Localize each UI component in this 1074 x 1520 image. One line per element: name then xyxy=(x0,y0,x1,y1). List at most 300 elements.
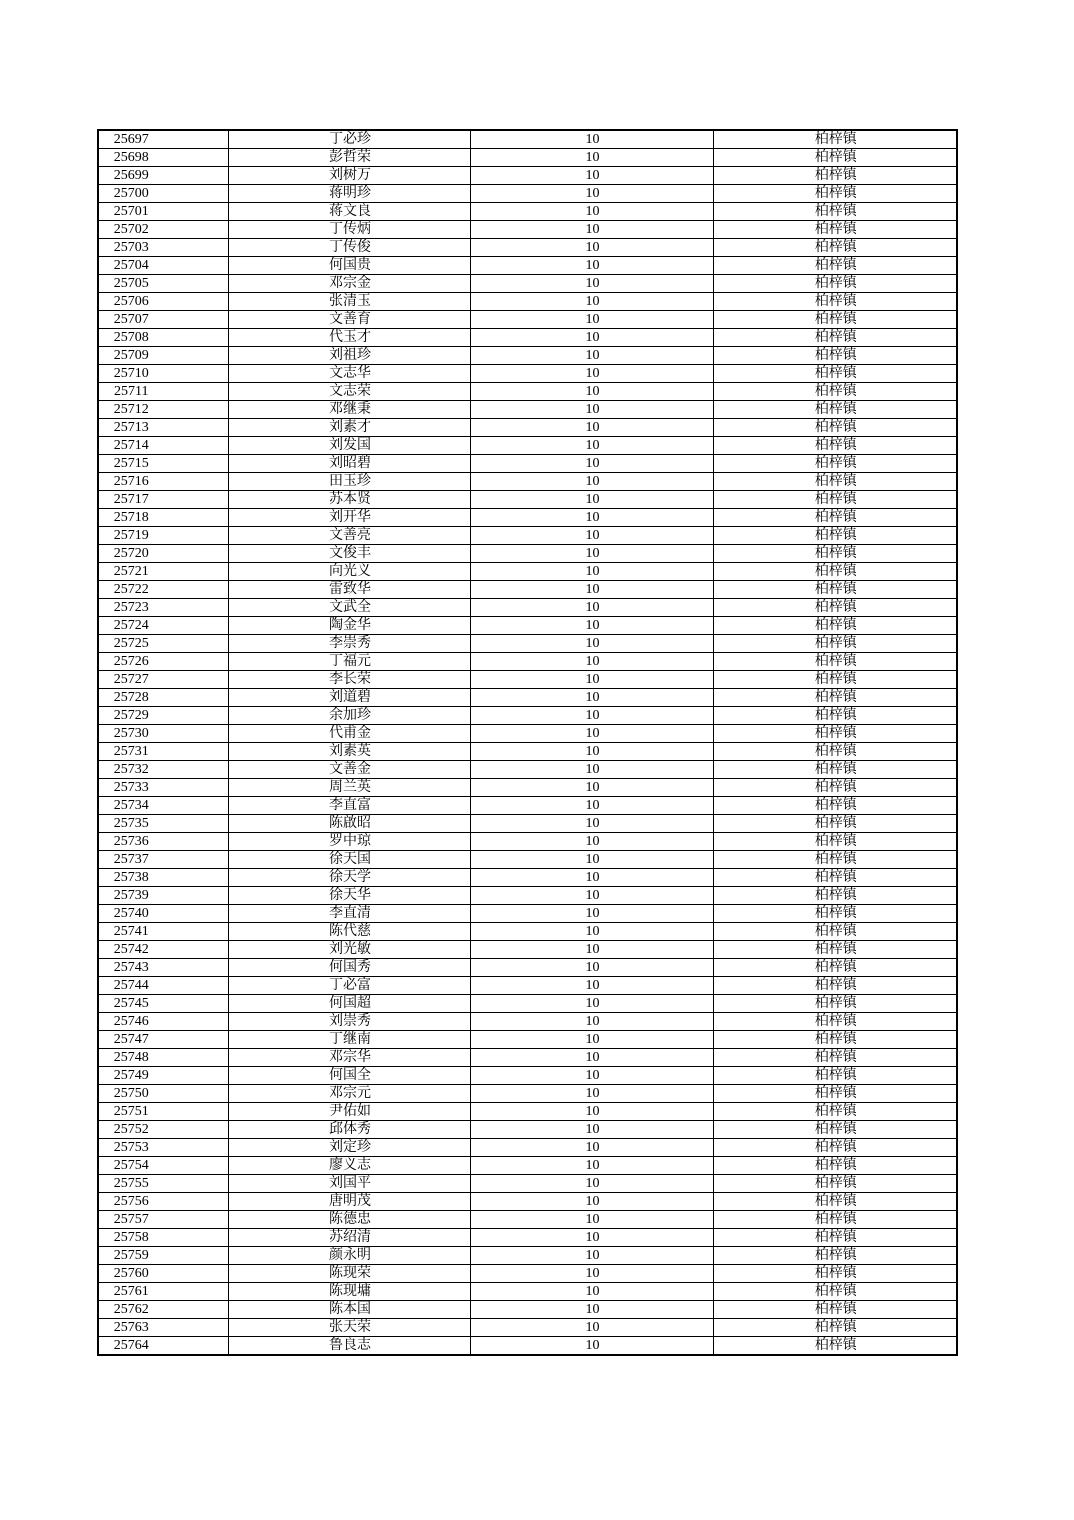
amount-cell: 10 xyxy=(470,743,713,761)
town-cell: 柏梓镇 xyxy=(713,1265,957,1283)
name-cell: 苏本贤 xyxy=(228,491,470,509)
amount-cell: 10 xyxy=(470,329,713,347)
amount-cell: 10 xyxy=(470,239,713,257)
amount-cell: 10 xyxy=(470,869,713,887)
table-row xyxy=(98,995,957,1013)
town-cell: 柏梓镇 xyxy=(713,275,957,293)
amount-cell: 10 xyxy=(470,275,713,293)
table-row xyxy=(98,1157,957,1175)
table-row xyxy=(98,833,957,851)
table-row xyxy=(98,797,957,815)
amount-cell: 10 xyxy=(470,725,713,743)
table-row xyxy=(98,653,957,671)
table-row xyxy=(98,941,957,959)
table-row xyxy=(98,1049,957,1067)
amount-cell: 10 xyxy=(470,437,713,455)
name-cell: 徐天学 xyxy=(228,869,470,887)
table-row xyxy=(98,149,957,167)
amount-cell: 10 xyxy=(470,473,713,491)
name-cell: 邓宗元 xyxy=(228,1085,470,1103)
name-cell: 张天荣 xyxy=(228,1319,470,1337)
row-id-cell: 25715 xyxy=(98,455,228,473)
amount-cell: 10 xyxy=(470,617,713,635)
amount-cell: 10 xyxy=(470,401,713,419)
name-cell: 丁必富 xyxy=(228,977,470,995)
name-cell: 陈本国 xyxy=(228,1301,470,1319)
row-id-cell: 25738 xyxy=(98,869,228,887)
amount-cell: 10 xyxy=(470,815,713,833)
name-cell: 文志华 xyxy=(228,365,470,383)
town-cell: 柏梓镇 xyxy=(713,383,957,401)
town-cell: 柏梓镇 xyxy=(713,239,957,257)
town-cell: 柏梓镇 xyxy=(713,167,957,185)
table-row xyxy=(98,851,957,869)
name-cell: 李长荣 xyxy=(228,671,470,689)
town-cell: 柏梓镇 xyxy=(713,671,957,689)
town-cell: 柏梓镇 xyxy=(713,689,957,707)
table-row xyxy=(98,887,957,905)
name-cell: 罗中琼 xyxy=(228,833,470,851)
town-cell: 柏梓镇 xyxy=(713,1319,957,1337)
name-cell: 邓宗华 xyxy=(228,1049,470,1067)
row-id-cell: 25720 xyxy=(98,545,228,563)
table-row xyxy=(98,1013,957,1031)
town-cell: 柏梓镇 xyxy=(713,1121,957,1139)
name-cell: 邓宗金 xyxy=(228,275,470,293)
name-cell: 周兰英 xyxy=(228,779,470,797)
row-id-cell: 25755 xyxy=(98,1175,228,1193)
town-cell: 柏梓镇 xyxy=(713,599,957,617)
row-id-cell: 25750 xyxy=(98,1085,228,1103)
table-row xyxy=(98,1067,957,1085)
table-row xyxy=(98,239,957,257)
town-cell: 柏梓镇 xyxy=(713,1283,957,1301)
amount-cell: 10 xyxy=(470,167,713,185)
amount-cell: 10 xyxy=(470,1085,713,1103)
row-id-cell: 25728 xyxy=(98,689,228,707)
name-cell: 向光义 xyxy=(228,563,470,581)
amount-cell: 10 xyxy=(470,563,713,581)
name-cell: 何国全 xyxy=(228,1067,470,1085)
town-cell: 柏梓镇 xyxy=(713,491,957,509)
row-id-cell: 25748 xyxy=(98,1049,228,1067)
name-cell: 丁必珍 xyxy=(228,130,470,149)
row-id-cell: 25716 xyxy=(98,473,228,491)
town-cell: 柏梓镇 xyxy=(713,833,957,851)
table-row xyxy=(98,977,957,995)
row-id-cell: 25759 xyxy=(98,1247,228,1265)
name-cell: 余加珍 xyxy=(228,707,470,725)
name-cell: 刘光敏 xyxy=(228,941,470,959)
table-row xyxy=(98,1319,957,1337)
town-cell: 柏梓镇 xyxy=(713,1229,957,1247)
name-cell: 刘定珍 xyxy=(228,1139,470,1157)
row-id-cell: 25700 xyxy=(98,185,228,203)
amount-cell: 10 xyxy=(470,365,713,383)
table-row xyxy=(98,130,957,149)
amount-cell: 10 xyxy=(470,599,713,617)
amount-cell: 10 xyxy=(470,1013,713,1031)
table-row xyxy=(98,1211,957,1229)
town-cell: 柏梓镇 xyxy=(713,761,957,779)
table-row xyxy=(98,1085,957,1103)
table-row xyxy=(98,923,957,941)
amount-cell: 10 xyxy=(470,671,713,689)
row-id-cell: 25718 xyxy=(98,509,228,527)
table-row xyxy=(98,1247,957,1265)
table-row xyxy=(98,743,957,761)
table-row xyxy=(98,185,957,203)
town-cell: 柏梓镇 xyxy=(713,347,957,365)
town-cell: 柏梓镇 xyxy=(713,257,957,275)
amount-cell: 10 xyxy=(470,905,713,923)
table-row xyxy=(98,1265,957,1283)
town-cell: 柏梓镇 xyxy=(713,1247,957,1265)
name-cell: 丁福元 xyxy=(228,653,470,671)
town-cell: 柏梓镇 xyxy=(713,1067,957,1085)
town-cell: 柏梓镇 xyxy=(713,185,957,203)
amount-cell: 10 xyxy=(470,1283,713,1301)
table-row xyxy=(98,1283,957,1301)
amount-cell: 10 xyxy=(470,545,713,563)
town-cell: 柏梓镇 xyxy=(713,1139,957,1157)
name-cell: 徐天国 xyxy=(228,851,470,869)
name-cell: 刘祖珍 xyxy=(228,347,470,365)
row-id-cell: 25745 xyxy=(98,995,228,1013)
row-id-cell: 25739 xyxy=(98,887,228,905)
amount-cell: 10 xyxy=(470,1049,713,1067)
town-cell: 柏梓镇 xyxy=(713,977,957,995)
row-id-cell: 25746 xyxy=(98,1013,228,1031)
name-cell: 文善育 xyxy=(228,311,470,329)
name-cell: 陈啟昭 xyxy=(228,815,470,833)
town-cell: 柏梓镇 xyxy=(713,1103,957,1121)
row-id-cell: 25741 xyxy=(98,923,228,941)
row-id-cell: 25726 xyxy=(98,653,228,671)
table-row xyxy=(98,617,957,635)
town-cell: 柏梓镇 xyxy=(713,653,957,671)
row-id-cell: 25706 xyxy=(98,293,228,311)
name-cell: 李崇秀 xyxy=(228,635,470,653)
town-cell: 柏梓镇 xyxy=(713,1013,957,1031)
roster-table xyxy=(97,129,958,1356)
town-cell: 柏梓镇 xyxy=(713,365,957,383)
town-cell: 柏梓镇 xyxy=(713,887,957,905)
row-id-cell: 25758 xyxy=(98,1229,228,1247)
row-id-cell: 25752 xyxy=(98,1121,228,1139)
row-id-cell: 25717 xyxy=(98,491,228,509)
amount-cell: 10 xyxy=(470,653,713,671)
name-cell: 陈德忠 xyxy=(228,1211,470,1229)
amount-cell: 10 xyxy=(470,1319,713,1337)
name-cell: 刘崇秀 xyxy=(228,1013,470,1031)
town-cell: 柏梓镇 xyxy=(713,203,957,221)
name-cell: 田玉珍 xyxy=(228,473,470,491)
row-id-cell: 25722 xyxy=(98,581,228,599)
amount-cell: 10 xyxy=(470,455,713,473)
town-cell: 柏梓镇 xyxy=(713,581,957,599)
table-row xyxy=(98,869,957,887)
amount-cell: 10 xyxy=(470,509,713,527)
table-row xyxy=(98,545,957,563)
amount-cell: 10 xyxy=(470,527,713,545)
row-id-cell: 25704 xyxy=(98,257,228,275)
town-cell: 柏梓镇 xyxy=(713,419,957,437)
name-cell: 刘素才 xyxy=(228,419,470,437)
table-row xyxy=(98,1121,957,1139)
name-cell: 丁传炳 xyxy=(228,221,470,239)
row-id-cell: 25743 xyxy=(98,959,228,977)
row-id-cell: 25712 xyxy=(98,401,228,419)
town-cell: 柏梓镇 xyxy=(713,473,957,491)
row-id-cell: 25735 xyxy=(98,815,228,833)
name-cell: 刘道碧 xyxy=(228,689,470,707)
row-id-cell: 25764 xyxy=(98,1337,228,1356)
roster-table-body xyxy=(98,130,957,1355)
amount-cell: 10 xyxy=(470,1337,713,1356)
row-id-cell: 25749 xyxy=(98,1067,228,1085)
town-cell: 柏梓镇 xyxy=(713,563,957,581)
row-id-cell: 25737 xyxy=(98,851,228,869)
name-cell: 丁传俊 xyxy=(228,239,470,257)
row-id-cell: 25703 xyxy=(98,239,228,257)
name-cell: 颜永明 xyxy=(228,1247,470,1265)
amount-cell: 10 xyxy=(470,1139,713,1157)
town-cell: 柏梓镇 xyxy=(713,149,957,167)
amount-cell: 10 xyxy=(470,491,713,509)
name-cell: 陈现墉 xyxy=(228,1283,470,1301)
table-row xyxy=(98,1103,957,1121)
amount-cell: 10 xyxy=(470,833,713,851)
name-cell: 刘素英 xyxy=(228,743,470,761)
row-id-cell: 25742 xyxy=(98,941,228,959)
table-row xyxy=(98,1175,957,1193)
table-row xyxy=(98,725,957,743)
row-id-cell: 25699 xyxy=(98,167,228,185)
amount-cell: 10 xyxy=(470,761,713,779)
row-id-cell: 25705 xyxy=(98,275,228,293)
row-id-cell: 25708 xyxy=(98,329,228,347)
amount-cell: 10 xyxy=(470,1175,713,1193)
name-cell: 徐天华 xyxy=(228,887,470,905)
town-cell: 柏梓镇 xyxy=(713,905,957,923)
table-row xyxy=(98,329,957,347)
row-id-cell: 25727 xyxy=(98,671,228,689)
table-row xyxy=(98,563,957,581)
town-cell: 柏梓镇 xyxy=(713,1175,957,1193)
table-row xyxy=(98,1139,957,1157)
table-row xyxy=(98,599,957,617)
town-cell: 柏梓镇 xyxy=(713,797,957,815)
amount-cell: 10 xyxy=(470,311,713,329)
name-cell: 何国超 xyxy=(228,995,470,1013)
town-cell: 柏梓镇 xyxy=(713,293,957,311)
name-cell: 代玉才 xyxy=(228,329,470,347)
row-id-cell: 25756 xyxy=(98,1193,228,1211)
town-cell: 柏梓镇 xyxy=(713,437,957,455)
table-row xyxy=(98,1193,957,1211)
table-row xyxy=(98,365,957,383)
town-cell: 柏梓镇 xyxy=(713,923,957,941)
row-id-cell: 25713 xyxy=(98,419,228,437)
name-cell: 雷致华 xyxy=(228,581,470,599)
town-cell: 柏梓镇 xyxy=(713,779,957,797)
row-id-cell: 25714 xyxy=(98,437,228,455)
town-cell: 柏梓镇 xyxy=(713,1085,957,1103)
amount-cell: 10 xyxy=(470,293,713,311)
amount-cell: 10 xyxy=(470,203,713,221)
town-cell: 柏梓镇 xyxy=(713,941,957,959)
name-cell: 刘昭碧 xyxy=(228,455,470,473)
table-row xyxy=(98,671,957,689)
town-cell: 柏梓镇 xyxy=(713,869,957,887)
row-id-cell: 25698 xyxy=(98,149,228,167)
table-row xyxy=(98,509,957,527)
row-id-cell: 25747 xyxy=(98,1031,228,1049)
town-cell: 柏梓镇 xyxy=(713,815,957,833)
row-id-cell: 25711 xyxy=(98,383,228,401)
amount-cell: 10 xyxy=(470,941,713,959)
amount-cell: 10 xyxy=(470,689,713,707)
row-id-cell: 25757 xyxy=(98,1211,228,1229)
name-cell: 何国秀 xyxy=(228,959,470,977)
town-cell: 柏梓镇 xyxy=(713,995,957,1013)
town-cell: 柏梓镇 xyxy=(713,401,957,419)
table-row xyxy=(98,527,957,545)
town-cell: 柏梓镇 xyxy=(713,329,957,347)
name-cell: 鲁良志 xyxy=(228,1337,470,1356)
name-cell: 文善金 xyxy=(228,761,470,779)
table-row xyxy=(98,221,957,239)
table-row xyxy=(98,437,957,455)
name-cell: 苏绍清 xyxy=(228,1229,470,1247)
town-cell: 柏梓镇 xyxy=(713,743,957,761)
town-cell: 柏梓镇 xyxy=(713,311,957,329)
amount-cell: 10 xyxy=(470,581,713,599)
amount-cell: 10 xyxy=(470,185,713,203)
name-cell: 文志荣 xyxy=(228,383,470,401)
amount-cell: 10 xyxy=(470,1247,713,1265)
amount-cell: 10 xyxy=(470,1121,713,1139)
amount-cell: 10 xyxy=(470,221,713,239)
name-cell: 刘树万 xyxy=(228,167,470,185)
name-cell: 陶金华 xyxy=(228,617,470,635)
amount-cell: 10 xyxy=(470,995,713,1013)
row-id-cell: 25760 xyxy=(98,1265,228,1283)
table-row xyxy=(98,635,957,653)
amount-cell: 10 xyxy=(470,1103,713,1121)
amount-cell: 10 xyxy=(470,707,713,725)
row-id-cell: 25734 xyxy=(98,797,228,815)
row-id-cell: 25732 xyxy=(98,761,228,779)
row-id-cell: 25731 xyxy=(98,743,228,761)
row-id-cell: 25724 xyxy=(98,617,228,635)
table-row xyxy=(98,707,957,725)
amount-cell: 10 xyxy=(470,887,713,905)
row-id-cell: 25730 xyxy=(98,725,228,743)
amount-cell: 10 xyxy=(470,1031,713,1049)
town-cell: 柏梓镇 xyxy=(713,1031,957,1049)
table-row xyxy=(98,419,957,437)
table-row xyxy=(98,581,957,599)
row-id-cell: 25697 xyxy=(98,130,228,149)
amount-cell: 10 xyxy=(470,257,713,275)
table-row xyxy=(98,167,957,185)
table-row xyxy=(98,779,957,797)
table-row xyxy=(98,905,957,923)
town-cell: 柏梓镇 xyxy=(713,635,957,653)
row-id-cell: 25710 xyxy=(98,365,228,383)
name-cell: 陈代慈 xyxy=(228,923,470,941)
name-cell: 何国贵 xyxy=(228,257,470,275)
row-id-cell: 25723 xyxy=(98,599,228,617)
row-id-cell: 25721 xyxy=(98,563,228,581)
town-cell: 柏梓镇 xyxy=(713,617,957,635)
table-row xyxy=(98,1301,957,1319)
row-id-cell: 25762 xyxy=(98,1301,228,1319)
row-id-cell: 25729 xyxy=(98,707,228,725)
name-cell: 唐明茂 xyxy=(228,1193,470,1211)
town-cell: 柏梓镇 xyxy=(713,509,957,527)
name-cell: 文武全 xyxy=(228,599,470,617)
amount-cell: 10 xyxy=(470,149,713,167)
name-cell: 陈现荣 xyxy=(228,1265,470,1283)
town-cell: 柏梓镇 xyxy=(713,545,957,563)
town-cell: 柏梓镇 xyxy=(713,455,957,473)
name-cell: 蒋文良 xyxy=(228,203,470,221)
town-cell: 柏梓镇 xyxy=(713,851,957,869)
table-row xyxy=(98,311,957,329)
row-id-cell: 25733 xyxy=(98,779,228,797)
name-cell: 文善亮 xyxy=(228,527,470,545)
table-row xyxy=(98,383,957,401)
table-row xyxy=(98,473,957,491)
row-id-cell: 25744 xyxy=(98,977,228,995)
row-id-cell: 25761 xyxy=(98,1283,228,1301)
amount-cell: 10 xyxy=(470,419,713,437)
table-row xyxy=(98,293,957,311)
amount-cell: 10 xyxy=(470,1211,713,1229)
amount-cell: 10 xyxy=(470,635,713,653)
table-row xyxy=(98,1229,957,1247)
town-cell: 柏梓镇 xyxy=(713,221,957,239)
name-cell: 尹佑如 xyxy=(228,1103,470,1121)
name-cell: 代甫金 xyxy=(228,725,470,743)
table-row xyxy=(98,815,957,833)
name-cell: 蒋明珍 xyxy=(228,185,470,203)
town-cell: 柏梓镇 xyxy=(713,959,957,977)
amount-cell: 10 xyxy=(470,1157,713,1175)
amount-cell: 10 xyxy=(470,923,713,941)
row-id-cell: 25725 xyxy=(98,635,228,653)
amount-cell: 10 xyxy=(470,977,713,995)
name-cell: 廖义志 xyxy=(228,1157,470,1175)
row-id-cell: 25702 xyxy=(98,221,228,239)
row-id-cell: 25763 xyxy=(98,1319,228,1337)
row-id-cell: 25751 xyxy=(98,1103,228,1121)
table-row xyxy=(98,1337,957,1356)
row-id-cell: 25754 xyxy=(98,1157,228,1175)
table-row xyxy=(98,491,957,509)
name-cell: 丁继南 xyxy=(228,1031,470,1049)
row-id-cell: 25753 xyxy=(98,1139,228,1157)
town-cell: 柏梓镇 xyxy=(713,1157,957,1175)
amount-cell: 10 xyxy=(470,347,713,365)
table-row xyxy=(98,347,957,365)
table-row xyxy=(98,689,957,707)
name-cell: 张清玉 xyxy=(228,293,470,311)
table-row xyxy=(98,401,957,419)
